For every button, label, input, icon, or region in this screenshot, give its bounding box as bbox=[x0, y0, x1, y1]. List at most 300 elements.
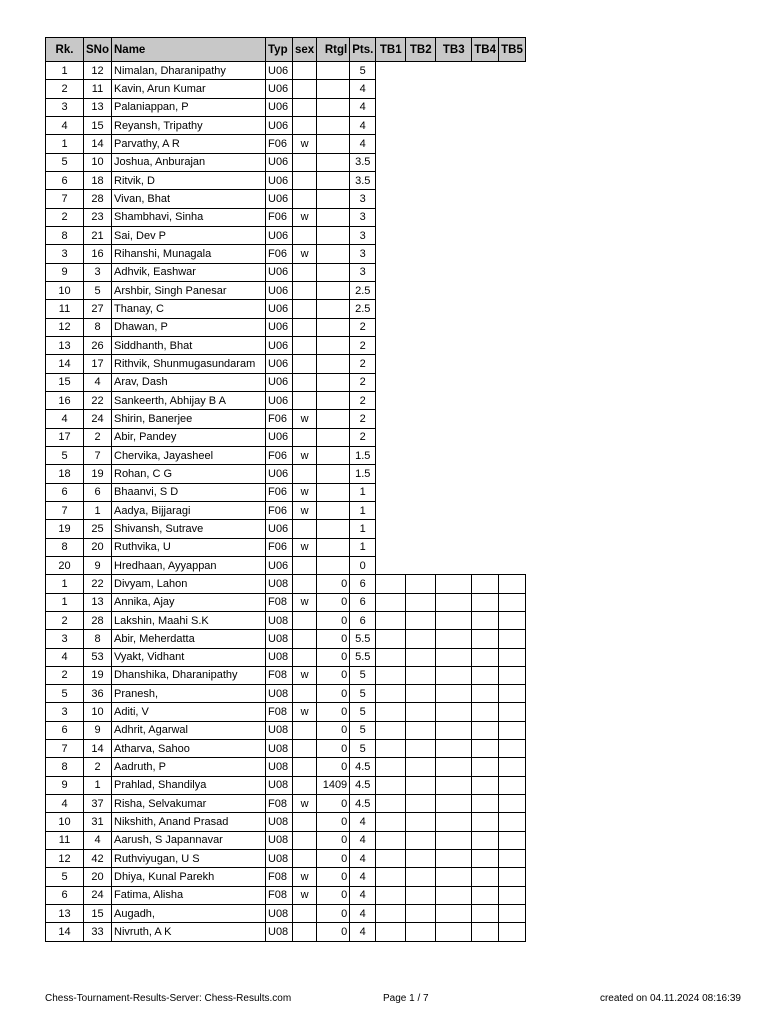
cell-rating bbox=[317, 465, 350, 483]
cell-points: 4 bbox=[350, 905, 376, 923]
cell-tb1 bbox=[376, 611, 406, 629]
cell-type: U06 bbox=[266, 190, 293, 208]
cell-tb4 bbox=[472, 923, 499, 941]
cell-tb4 bbox=[472, 263, 499, 281]
cell-type: U08 bbox=[266, 611, 293, 629]
table-row bbox=[46, 116, 526, 134]
cell-tb2 bbox=[406, 868, 436, 886]
cell-points: 4 bbox=[350, 850, 376, 868]
cell-tb5 bbox=[499, 593, 526, 611]
cell-rank: 4 bbox=[46, 648, 84, 666]
cell-tb2 bbox=[406, 776, 436, 794]
cell-tb1 bbox=[376, 281, 406, 299]
cell-sno: 12 bbox=[84, 62, 112, 80]
cell-type: F06 bbox=[266, 135, 293, 153]
cell-sno: 17 bbox=[84, 355, 112, 373]
cell-tb2 bbox=[406, 80, 436, 98]
table-body bbox=[46, 62, 526, 942]
cell-tb2 bbox=[406, 355, 436, 373]
cell-name: Ruthviyugan, U S bbox=[112, 850, 266, 868]
cell-tb2 bbox=[406, 300, 436, 318]
cell-rating: 0 bbox=[317, 795, 350, 813]
cell-tb3 bbox=[436, 501, 472, 519]
cell-sno: 13 bbox=[84, 593, 112, 611]
cell-name: Aadya, Bijjaragi bbox=[112, 501, 266, 519]
cell-tb2 bbox=[406, 905, 436, 923]
cell-points: 5 bbox=[350, 703, 376, 721]
cell-rank: 6 bbox=[46, 721, 84, 739]
cell-tb4 bbox=[472, 831, 499, 849]
cell-rank: 10 bbox=[46, 281, 84, 299]
cell-rank: 1 bbox=[46, 62, 84, 80]
cell-tb5 bbox=[499, 190, 526, 208]
table-row bbox=[46, 428, 526, 446]
cell-tb2 bbox=[406, 318, 436, 336]
cell-sex bbox=[293, 336, 317, 354]
cell-tb3 bbox=[436, 575, 472, 593]
cell-tb1 bbox=[376, 410, 406, 428]
table-row bbox=[46, 171, 526, 189]
cell-tb5 bbox=[499, 611, 526, 629]
table-row bbox=[46, 758, 526, 776]
cell-rank: 6 bbox=[46, 886, 84, 904]
cell-rating: 0 bbox=[317, 868, 350, 886]
cell-rating: 0 bbox=[317, 831, 350, 849]
cell-type: U06 bbox=[266, 263, 293, 281]
cell-tb5 bbox=[499, 795, 526, 813]
cell-type: U08 bbox=[266, 776, 293, 794]
cell-type: F08 bbox=[266, 703, 293, 721]
cell-tb3 bbox=[436, 666, 472, 684]
cell-sex bbox=[293, 373, 317, 391]
cell-sex bbox=[293, 575, 317, 593]
cell-points: 2 bbox=[350, 391, 376, 409]
cell-tb5 bbox=[499, 318, 526, 336]
cell-sex bbox=[293, 116, 317, 134]
cell-tb3 bbox=[436, 538, 472, 556]
cell-points: 4.5 bbox=[350, 795, 376, 813]
cell-tb2 bbox=[406, 556, 436, 574]
cell-sno: 15 bbox=[84, 905, 112, 923]
cell-name: Reyansh, Tripathy bbox=[112, 116, 266, 134]
col-header-rating: Rtgl bbox=[317, 38, 350, 62]
cell-rating bbox=[317, 391, 350, 409]
cell-sex bbox=[293, 171, 317, 189]
cell-sex: w bbox=[293, 446, 317, 464]
cell-tb1 bbox=[376, 501, 406, 519]
cell-rating bbox=[317, 336, 350, 354]
cell-sno: 10 bbox=[84, 153, 112, 171]
cell-sex bbox=[293, 923, 317, 941]
table-row bbox=[46, 318, 526, 336]
cell-tb4 bbox=[472, 355, 499, 373]
cell-tb2 bbox=[406, 190, 436, 208]
cell-sex bbox=[293, 80, 317, 98]
cell-tb5 bbox=[499, 391, 526, 409]
cell-points: 3 bbox=[350, 208, 376, 226]
cell-tb2 bbox=[406, 923, 436, 941]
table-row bbox=[46, 135, 526, 153]
cell-sno: 11 bbox=[84, 80, 112, 98]
cell-tb3 bbox=[436, 391, 472, 409]
cell-rating: 0 bbox=[317, 886, 350, 904]
cell-rating: 0 bbox=[317, 905, 350, 923]
cell-tb4 bbox=[472, 465, 499, 483]
cell-name: Nimalan, Dharanipathy bbox=[112, 62, 266, 80]
cell-rank: 17 bbox=[46, 428, 84, 446]
cell-tb4 bbox=[472, 648, 499, 666]
cell-tb1 bbox=[376, 758, 406, 776]
cell-rating: 0 bbox=[317, 575, 350, 593]
cell-tb2 bbox=[406, 153, 436, 171]
cell-tb2 bbox=[406, 428, 436, 446]
cell-rank: 7 bbox=[46, 740, 84, 758]
cell-name: Lakshin, Maahi S.K bbox=[112, 611, 266, 629]
cell-type: F06 bbox=[266, 446, 293, 464]
cell-sno: 53 bbox=[84, 648, 112, 666]
cell-rank: 3 bbox=[46, 703, 84, 721]
cell-points: 1 bbox=[350, 483, 376, 501]
cell-tb4 bbox=[472, 410, 499, 428]
cell-tb4 bbox=[472, 703, 499, 721]
cell-tb3 bbox=[436, 556, 472, 574]
cell-points: 4 bbox=[350, 135, 376, 153]
cell-rating bbox=[317, 116, 350, 134]
cell-tb3 bbox=[436, 868, 472, 886]
table-row bbox=[46, 446, 526, 464]
cell-tb1 bbox=[376, 373, 406, 391]
cell-sex bbox=[293, 520, 317, 538]
cell-type: F08 bbox=[266, 795, 293, 813]
cell-tb4 bbox=[472, 630, 499, 648]
cell-sex: w bbox=[293, 593, 317, 611]
cell-tb1 bbox=[376, 80, 406, 98]
cell-rank: 8 bbox=[46, 226, 84, 244]
table-row bbox=[46, 593, 526, 611]
cell-tb2 bbox=[406, 98, 436, 116]
cell-rating: 0 bbox=[317, 923, 350, 941]
cell-points: 4.5 bbox=[350, 776, 376, 794]
cell-name: Vivan, Bhat bbox=[112, 190, 266, 208]
table-row bbox=[46, 666, 526, 684]
cell-tb3 bbox=[436, 611, 472, 629]
cell-type: F06 bbox=[266, 410, 293, 428]
cell-name: Vyakt, Vidhant bbox=[112, 648, 266, 666]
cell-rank: 1 bbox=[46, 135, 84, 153]
cell-tb3 bbox=[436, 923, 472, 941]
cell-name: Joshua, Anburajan bbox=[112, 153, 266, 171]
cell-tb3 bbox=[436, 281, 472, 299]
cell-rating bbox=[317, 318, 350, 336]
cell-tb5 bbox=[499, 171, 526, 189]
cell-tb2 bbox=[406, 391, 436, 409]
cell-tb4 bbox=[472, 208, 499, 226]
cell-tb5 bbox=[499, 813, 526, 831]
cell-type: U08 bbox=[266, 575, 293, 593]
cell-tb2 bbox=[406, 226, 436, 244]
cell-sno: 23 bbox=[84, 208, 112, 226]
cell-tb4 bbox=[472, 483, 499, 501]
cell-tb3 bbox=[436, 483, 472, 501]
cell-rank: 2 bbox=[46, 666, 84, 684]
table-row bbox=[46, 300, 526, 318]
cell-tb2 bbox=[406, 685, 436, 703]
cell-name: Fatima, Alisha bbox=[112, 886, 266, 904]
cell-tb2 bbox=[406, 520, 436, 538]
cell-tb3 bbox=[436, 318, 472, 336]
cell-rank: 4 bbox=[46, 116, 84, 134]
table-row bbox=[46, 850, 526, 868]
cell-tb3 bbox=[436, 171, 472, 189]
cell-sex bbox=[293, 428, 317, 446]
cell-tb4 bbox=[472, 795, 499, 813]
cell-tb3 bbox=[436, 153, 472, 171]
cell-sno: 1 bbox=[84, 501, 112, 519]
cell-sno: 36 bbox=[84, 685, 112, 703]
cell-tb1 bbox=[376, 648, 406, 666]
cell-tb3 bbox=[436, 703, 472, 721]
cell-sno: 10 bbox=[84, 703, 112, 721]
cell-tb5 bbox=[499, 850, 526, 868]
cell-sno: 9 bbox=[84, 721, 112, 739]
cell-rating bbox=[317, 62, 350, 80]
cell-sno: 7 bbox=[84, 446, 112, 464]
cell-name: Aarush, S Japannavar bbox=[112, 831, 266, 849]
cell-rating bbox=[317, 98, 350, 116]
cell-rank: 16 bbox=[46, 391, 84, 409]
cell-tb5 bbox=[499, 153, 526, 171]
cell-points: 4 bbox=[350, 813, 376, 831]
cell-tb5 bbox=[499, 410, 526, 428]
cell-tb3 bbox=[436, 446, 472, 464]
cell-sno: 22 bbox=[84, 391, 112, 409]
col-header-tb3: TB3 bbox=[436, 38, 472, 62]
table-row bbox=[46, 630, 526, 648]
cell-type: U06 bbox=[266, 171, 293, 189]
cell-name: Aadruth, P bbox=[112, 758, 266, 776]
cell-tb5 bbox=[499, 465, 526, 483]
cell-rank: 3 bbox=[46, 630, 84, 648]
table-row bbox=[46, 190, 526, 208]
cell-tb3 bbox=[436, 831, 472, 849]
table-row bbox=[46, 831, 526, 849]
cell-tb3 bbox=[436, 593, 472, 611]
cell-tb5 bbox=[499, 520, 526, 538]
cell-tb1 bbox=[376, 116, 406, 134]
cell-points: 5 bbox=[350, 740, 376, 758]
cell-tb5 bbox=[499, 281, 526, 299]
cell-type: U08 bbox=[266, 905, 293, 923]
cell-tb3 bbox=[436, 98, 472, 116]
cell-tb5 bbox=[499, 556, 526, 574]
cell-points: 3 bbox=[350, 263, 376, 281]
cell-tb4 bbox=[472, 98, 499, 116]
cell-points: 2 bbox=[350, 410, 376, 428]
cell-rating bbox=[317, 501, 350, 519]
cell-tb4 bbox=[472, 850, 499, 868]
cell-sex bbox=[293, 685, 317, 703]
cell-rank: 14 bbox=[46, 923, 84, 941]
cell-tb1 bbox=[376, 740, 406, 758]
cell-tb5 bbox=[499, 98, 526, 116]
cell-type: U08 bbox=[266, 685, 293, 703]
cell-points: 6 bbox=[350, 593, 376, 611]
cell-tb3 bbox=[436, 428, 472, 446]
cell-tb2 bbox=[406, 886, 436, 904]
cell-tb3 bbox=[436, 62, 472, 80]
cell-sex: w bbox=[293, 208, 317, 226]
cell-sex bbox=[293, 318, 317, 336]
cell-tb3 bbox=[436, 208, 472, 226]
table-row bbox=[46, 226, 526, 244]
cell-tb5 bbox=[499, 776, 526, 794]
cell-name: Sankeerth, Abhijay B A bbox=[112, 391, 266, 409]
cell-tb5 bbox=[499, 740, 526, 758]
cell-points: 4 bbox=[350, 923, 376, 941]
cell-rating bbox=[317, 556, 350, 574]
cell-name: Shirin, Banerjee bbox=[112, 410, 266, 428]
cell-name: Chervika, Jayasheel bbox=[112, 446, 266, 464]
cell-tb3 bbox=[436, 886, 472, 904]
cell-points: 4 bbox=[350, 886, 376, 904]
cell-tb1 bbox=[376, 208, 406, 226]
cell-tb5 bbox=[499, 428, 526, 446]
cell-tb5 bbox=[499, 703, 526, 721]
cell-tb1 bbox=[376, 575, 406, 593]
cell-sno: 6 bbox=[84, 483, 112, 501]
cell-tb4 bbox=[472, 556, 499, 574]
cell-tb3 bbox=[436, 648, 472, 666]
cell-points: 4 bbox=[350, 98, 376, 116]
cell-sex bbox=[293, 758, 317, 776]
cell-tb1 bbox=[376, 703, 406, 721]
cell-tb4 bbox=[472, 190, 499, 208]
cell-name: Arav, Dash bbox=[112, 373, 266, 391]
cell-tb4 bbox=[472, 685, 499, 703]
table-row bbox=[46, 465, 526, 483]
cell-tb3 bbox=[436, 685, 472, 703]
cell-tb5 bbox=[499, 135, 526, 153]
cell-sno: 16 bbox=[84, 245, 112, 263]
cell-sex bbox=[293, 776, 317, 794]
cell-tb3 bbox=[436, 520, 472, 538]
cell-type: U08 bbox=[266, 831, 293, 849]
cell-tb1 bbox=[376, 666, 406, 684]
cell-sex bbox=[293, 850, 317, 868]
cell-points: 5.5 bbox=[350, 648, 376, 666]
cell-tb2 bbox=[406, 483, 436, 501]
cell-tb5 bbox=[499, 685, 526, 703]
cell-sno: 4 bbox=[84, 831, 112, 849]
cell-tb4 bbox=[472, 300, 499, 318]
cell-sno: 14 bbox=[84, 740, 112, 758]
cell-name: Hredhaan, Ayyappan bbox=[112, 556, 266, 574]
cell-rank: 2 bbox=[46, 611, 84, 629]
cell-tb5 bbox=[499, 208, 526, 226]
cell-tb4 bbox=[472, 905, 499, 923]
cell-tb5 bbox=[499, 886, 526, 904]
cell-type: F08 bbox=[266, 868, 293, 886]
cell-tb4 bbox=[472, 245, 499, 263]
cell-rank: 12 bbox=[46, 318, 84, 336]
cell-name: Dhiya, Kunal Parekh bbox=[112, 868, 266, 886]
cell-tb3 bbox=[436, 465, 472, 483]
header-row bbox=[46, 38, 526, 62]
cell-points: 2 bbox=[350, 318, 376, 336]
cell-sex: w bbox=[293, 666, 317, 684]
cell-tb3 bbox=[436, 740, 472, 758]
cell-tb5 bbox=[499, 373, 526, 391]
cell-points: 4 bbox=[350, 868, 376, 886]
col-header-rank: Rk. bbox=[46, 38, 84, 62]
cell-sno: 20 bbox=[84, 538, 112, 556]
cell-tb1 bbox=[376, 300, 406, 318]
cell-tb1 bbox=[376, 850, 406, 868]
cell-name: Atharva, Sahoo bbox=[112, 740, 266, 758]
cell-tb4 bbox=[472, 391, 499, 409]
cell-name: Siddhanth, Bhat bbox=[112, 336, 266, 354]
cell-tb1 bbox=[376, 391, 406, 409]
cell-rank: 20 bbox=[46, 556, 84, 574]
cell-sno: 5 bbox=[84, 281, 112, 299]
cell-sno: 3 bbox=[84, 263, 112, 281]
cell-tb1 bbox=[376, 886, 406, 904]
cell-rank: 3 bbox=[46, 98, 84, 116]
cell-rating bbox=[317, 263, 350, 281]
cell-tb5 bbox=[499, 80, 526, 98]
cell-tb2 bbox=[406, 373, 436, 391]
cell-sno: 21 bbox=[84, 226, 112, 244]
col-header-sex: sex bbox=[293, 38, 317, 62]
cell-tb4 bbox=[472, 373, 499, 391]
cell-points: 5 bbox=[350, 721, 376, 739]
cell-tb5 bbox=[499, 263, 526, 281]
cell-points: 4 bbox=[350, 80, 376, 98]
cell-sex bbox=[293, 905, 317, 923]
cell-type: U06 bbox=[266, 428, 293, 446]
cell-tb2 bbox=[406, 648, 436, 666]
cell-tb2 bbox=[406, 795, 436, 813]
table-row bbox=[46, 795, 526, 813]
cell-sno: 18 bbox=[84, 171, 112, 189]
cell-sno: 4 bbox=[84, 373, 112, 391]
cell-tb2 bbox=[406, 263, 436, 281]
cell-points: 2 bbox=[350, 373, 376, 391]
cell-rating bbox=[317, 428, 350, 446]
cell-rank: 9 bbox=[46, 776, 84, 794]
cell-tb1 bbox=[376, 483, 406, 501]
cell-tb1 bbox=[376, 190, 406, 208]
cell-rating: 0 bbox=[317, 703, 350, 721]
cell-rating: 0 bbox=[317, 721, 350, 739]
cell-tb5 bbox=[499, 355, 526, 373]
cell-tb3 bbox=[436, 813, 472, 831]
cell-rating bbox=[317, 355, 350, 373]
cell-sno: 24 bbox=[84, 886, 112, 904]
cell-name: Thanay, C bbox=[112, 300, 266, 318]
cell-name: Parvathy, A R bbox=[112, 135, 266, 153]
table-row bbox=[46, 648, 526, 666]
cell-tb1 bbox=[376, 428, 406, 446]
cell-rank: 8 bbox=[46, 758, 84, 776]
cell-tb3 bbox=[436, 135, 472, 153]
table-row bbox=[46, 923, 526, 941]
cell-tb5 bbox=[499, 721, 526, 739]
cell-name: Aditi, V bbox=[112, 703, 266, 721]
table-row bbox=[46, 410, 526, 428]
table-row bbox=[46, 905, 526, 923]
cell-tb5 bbox=[499, 868, 526, 886]
